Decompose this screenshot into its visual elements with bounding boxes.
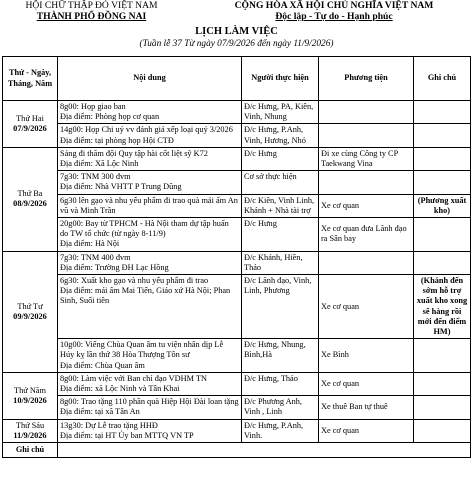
content-line: 8g00: Làm việc với Ban chỉ đạo VDHM TN [60, 373, 207, 383]
content-line: Địa điểm: xã Lộc Ninh và Tân Khai [60, 384, 180, 394]
table-row [3, 124, 471, 147]
person-cell: Đ/c Hưng, Nhung, Bình,Hà [242, 339, 319, 373]
means-cell: Xe Bình [319, 339, 414, 373]
org-name-line1: HỘI CHỮ THẬP ĐỎ VIỆT NAM [25, 0, 158, 11]
day-name: Thứ Hai [16, 113, 44, 123]
col-header-day: Thứ - Ngày, Tháng, Năm [3, 57, 58, 101]
nation-motto: Độc lập - Tự do - Hạnh phúc [275, 11, 393, 22]
day-name: Thứ Tư [17, 301, 43, 311]
content-line: 8g00: Họp giao ban [60, 102, 126, 111]
means-cell [319, 101, 414, 124]
col-header-person: Người thực hiện [242, 57, 319, 101]
content-cell [58, 251, 242, 274]
person-cell: Đ/c Hưng, PA, Kiên, Vinh, Nhung [242, 101, 319, 124]
note-cell [414, 419, 471, 442]
day-date: 07/9/2026 [13, 123, 47, 133]
table-row [3, 171, 471, 194]
day-date: 08/9/2026 [13, 199, 47, 209]
day-name: Thứ Sáu [15, 420, 45, 430]
person-cell: Đ/c Hưng [242, 218, 319, 252]
day-cell [3, 372, 58, 419]
content-line: 13g30: Dự Lễ trao tặng HHĐ [60, 420, 158, 430]
note-cell [414, 218, 471, 252]
footer-empty [58, 443, 471, 458]
person-cell: Đ/c Hưng, P.Anh, Vinh. [242, 419, 319, 442]
means-cell: Xe cơ quan [319, 194, 414, 217]
day-date: 11/9/2026 [13, 430, 47, 440]
footer-row [3, 443, 471, 458]
means-cell: Xe cơ quan [319, 419, 414, 442]
content-cell [58, 419, 242, 442]
nation-header [195, 0, 473, 22]
content-line: 6g30 lên gạo và nhu yếu phẩm đi trao quà mái ấm An vũ và Minh Trần [60, 195, 238, 215]
content-line: 14g00: Họp Chi uỷ vv đánh giá xếp loại quý 3/2026 [60, 125, 233, 135]
col-header-means: Phương tiện [319, 57, 414, 101]
means-cell: Xe cơ quan [319, 372, 414, 395]
means-cell: Đi xe cùng Công ty CP Taekwang Vina [319, 147, 414, 170]
table-row [3, 372, 471, 395]
day-date: 09/9/2026 [13, 311, 47, 321]
means-cell: Xe cơ quan [319, 275, 414, 339]
means-cell [319, 124, 414, 147]
day-cell [3, 147, 58, 251]
content-cell [58, 339, 242, 373]
document-title: LỊCH LÀM VIỆC [195, 26, 278, 37]
table-row [3, 251, 471, 274]
nation-line1: CỘNG HÒA XÃ HỘI CHỦ NGHĨA VIỆT NAM [234, 0, 434, 11]
means-cell: Xe cơ quan đưa Lãnh đạo ra Sân bay [319, 218, 414, 252]
schedule-table [2, 56, 471, 458]
table-row [3, 419, 471, 442]
means-cell: Xe thuê Ban tự thuê [319, 396, 414, 419]
day-name: Thứ Ba [17, 189, 43, 199]
day-name: Thứ Năm [14, 385, 46, 395]
schedule-body [3, 101, 471, 458]
note-cell [414, 147, 471, 170]
content-line: Địa điểm: Trường ĐH Lạc Hồng [60, 262, 169, 272]
content-line: 6g30: Xuất kho gạo và nhu yếu phẩm đi trao [60, 276, 209, 286]
document-subtitle: (Tuần lễ 37 Từ ngày 07/9/2026 đến ngày 11/9/2026) [139, 39, 334, 49]
note-cell [414, 101, 471, 124]
content-line: 10g00: Viếng Chùa Quan âm tu viện nhân dịp Lễ Húy kỵ lần thứ 38 Hòa Thượng Tôn sư [60, 340, 224, 360]
means-cell [319, 171, 414, 194]
content-line: Địa điểm: mái ấm Mai Tiến, Giáo xứ Hà Nội; Phan Sinh, Suối tiên [60, 286, 231, 306]
person-cell: Đ/c Hưng [242, 147, 319, 170]
col-header-content: Nội dung [58, 57, 242, 101]
content-line: 7g30: TNM 400 đvm [60, 252, 131, 262]
content-cell [58, 194, 242, 217]
day-cell [3, 419, 58, 442]
content-cell [58, 372, 242, 395]
content-line: Sáng đi thăm đội Quy tập hài cốt liệt sỹ K72 [60, 148, 208, 158]
person-cell: Đ/c Kiên, Vinh Linh, Khánh + Nhà tài trợ [242, 194, 319, 217]
table-row [3, 339, 471, 373]
person-cell: Đ/c Khánh, Hiền, Thảo [242, 251, 319, 274]
content-line: 7g30: TNM 300 đvm [60, 172, 131, 182]
content-line: Địa điểm: tại HT Ủy ban MTTQ VN TP [60, 430, 194, 440]
content-line: Địa điểm: Chùa Quan âm [60, 360, 145, 370]
content-cell [58, 218, 242, 252]
day-date: 10/9/2026 [13, 395, 47, 405]
person-cell: Đ/c Hưng, Thảo [242, 372, 319, 395]
person-cell: Đ/c Lãnh đạo, Vinh, Linh, Phương [242, 275, 319, 339]
table-header-row [3, 57, 471, 101]
person-cell: Đ/c Phương Anh, Vinh , Linh [242, 396, 319, 419]
col-header-note: Ghi chú [414, 57, 471, 101]
day-cell [3, 101, 58, 148]
note-cell: (Khánh đến sớm hỗ trợ xuất kho xong sẽ hàng rồi mới đến điểm HM) [414, 275, 471, 339]
content-line: Địa điểm: Nhà VHTT P Trung Dũng [60, 182, 182, 192]
person-cell: Cơ sở thực hiện [242, 171, 319, 194]
table-row [3, 218, 471, 252]
organization-header [4, 0, 179, 22]
note-cell: (Phương xuất kho) [414, 194, 471, 217]
content-cell [58, 101, 242, 124]
org-name-line2: THÀNH PHỐ ĐỒNG NAI [36, 11, 147, 22]
content-line: 8g00: Trao tặng 110 phần quà Hiệp Hội Đài loan tặng [60, 397, 239, 407]
day-cell [3, 251, 58, 372]
content-cell [58, 147, 242, 170]
content-line: Địa điểm: tại xã Tân An [60, 407, 140, 417]
table-row [3, 147, 471, 170]
content-line: Địa điểm: Xã Lộc Ninh [60, 159, 139, 169]
table-row [3, 275, 471, 339]
note-cell [414, 339, 471, 373]
person-cell: Đ/c Hưng, P.Anh, Vinh, Hương, Nhỏ [242, 124, 319, 147]
content-cell [58, 171, 242, 194]
content-cell [58, 275, 242, 339]
content-line: Địa điểm: Phòng họp cơ quan [60, 112, 160, 122]
note-cell [414, 251, 471, 274]
content-cell [58, 124, 242, 147]
content-line: Địa điểm: tại phòng họp Hội CTĐ [60, 135, 174, 145]
note-cell [414, 396, 471, 419]
content-line: 20g00: Bay từ TPHCM - Hà Nội tham dự tập huấn do TW tổ chức (từ ngày 8-11/9) [60, 219, 229, 239]
note-cell [414, 372, 471, 395]
content-cell [58, 396, 242, 419]
footer-label: Ghi chú [3, 443, 58, 458]
table-row [3, 396, 471, 419]
table-row [3, 194, 471, 217]
table-row [3, 101, 471, 124]
content-line: Địa điểm: Hà Nội [60, 239, 120, 249]
means-cell [319, 251, 414, 274]
note-cell [414, 171, 471, 194]
note-cell [414, 124, 471, 147]
